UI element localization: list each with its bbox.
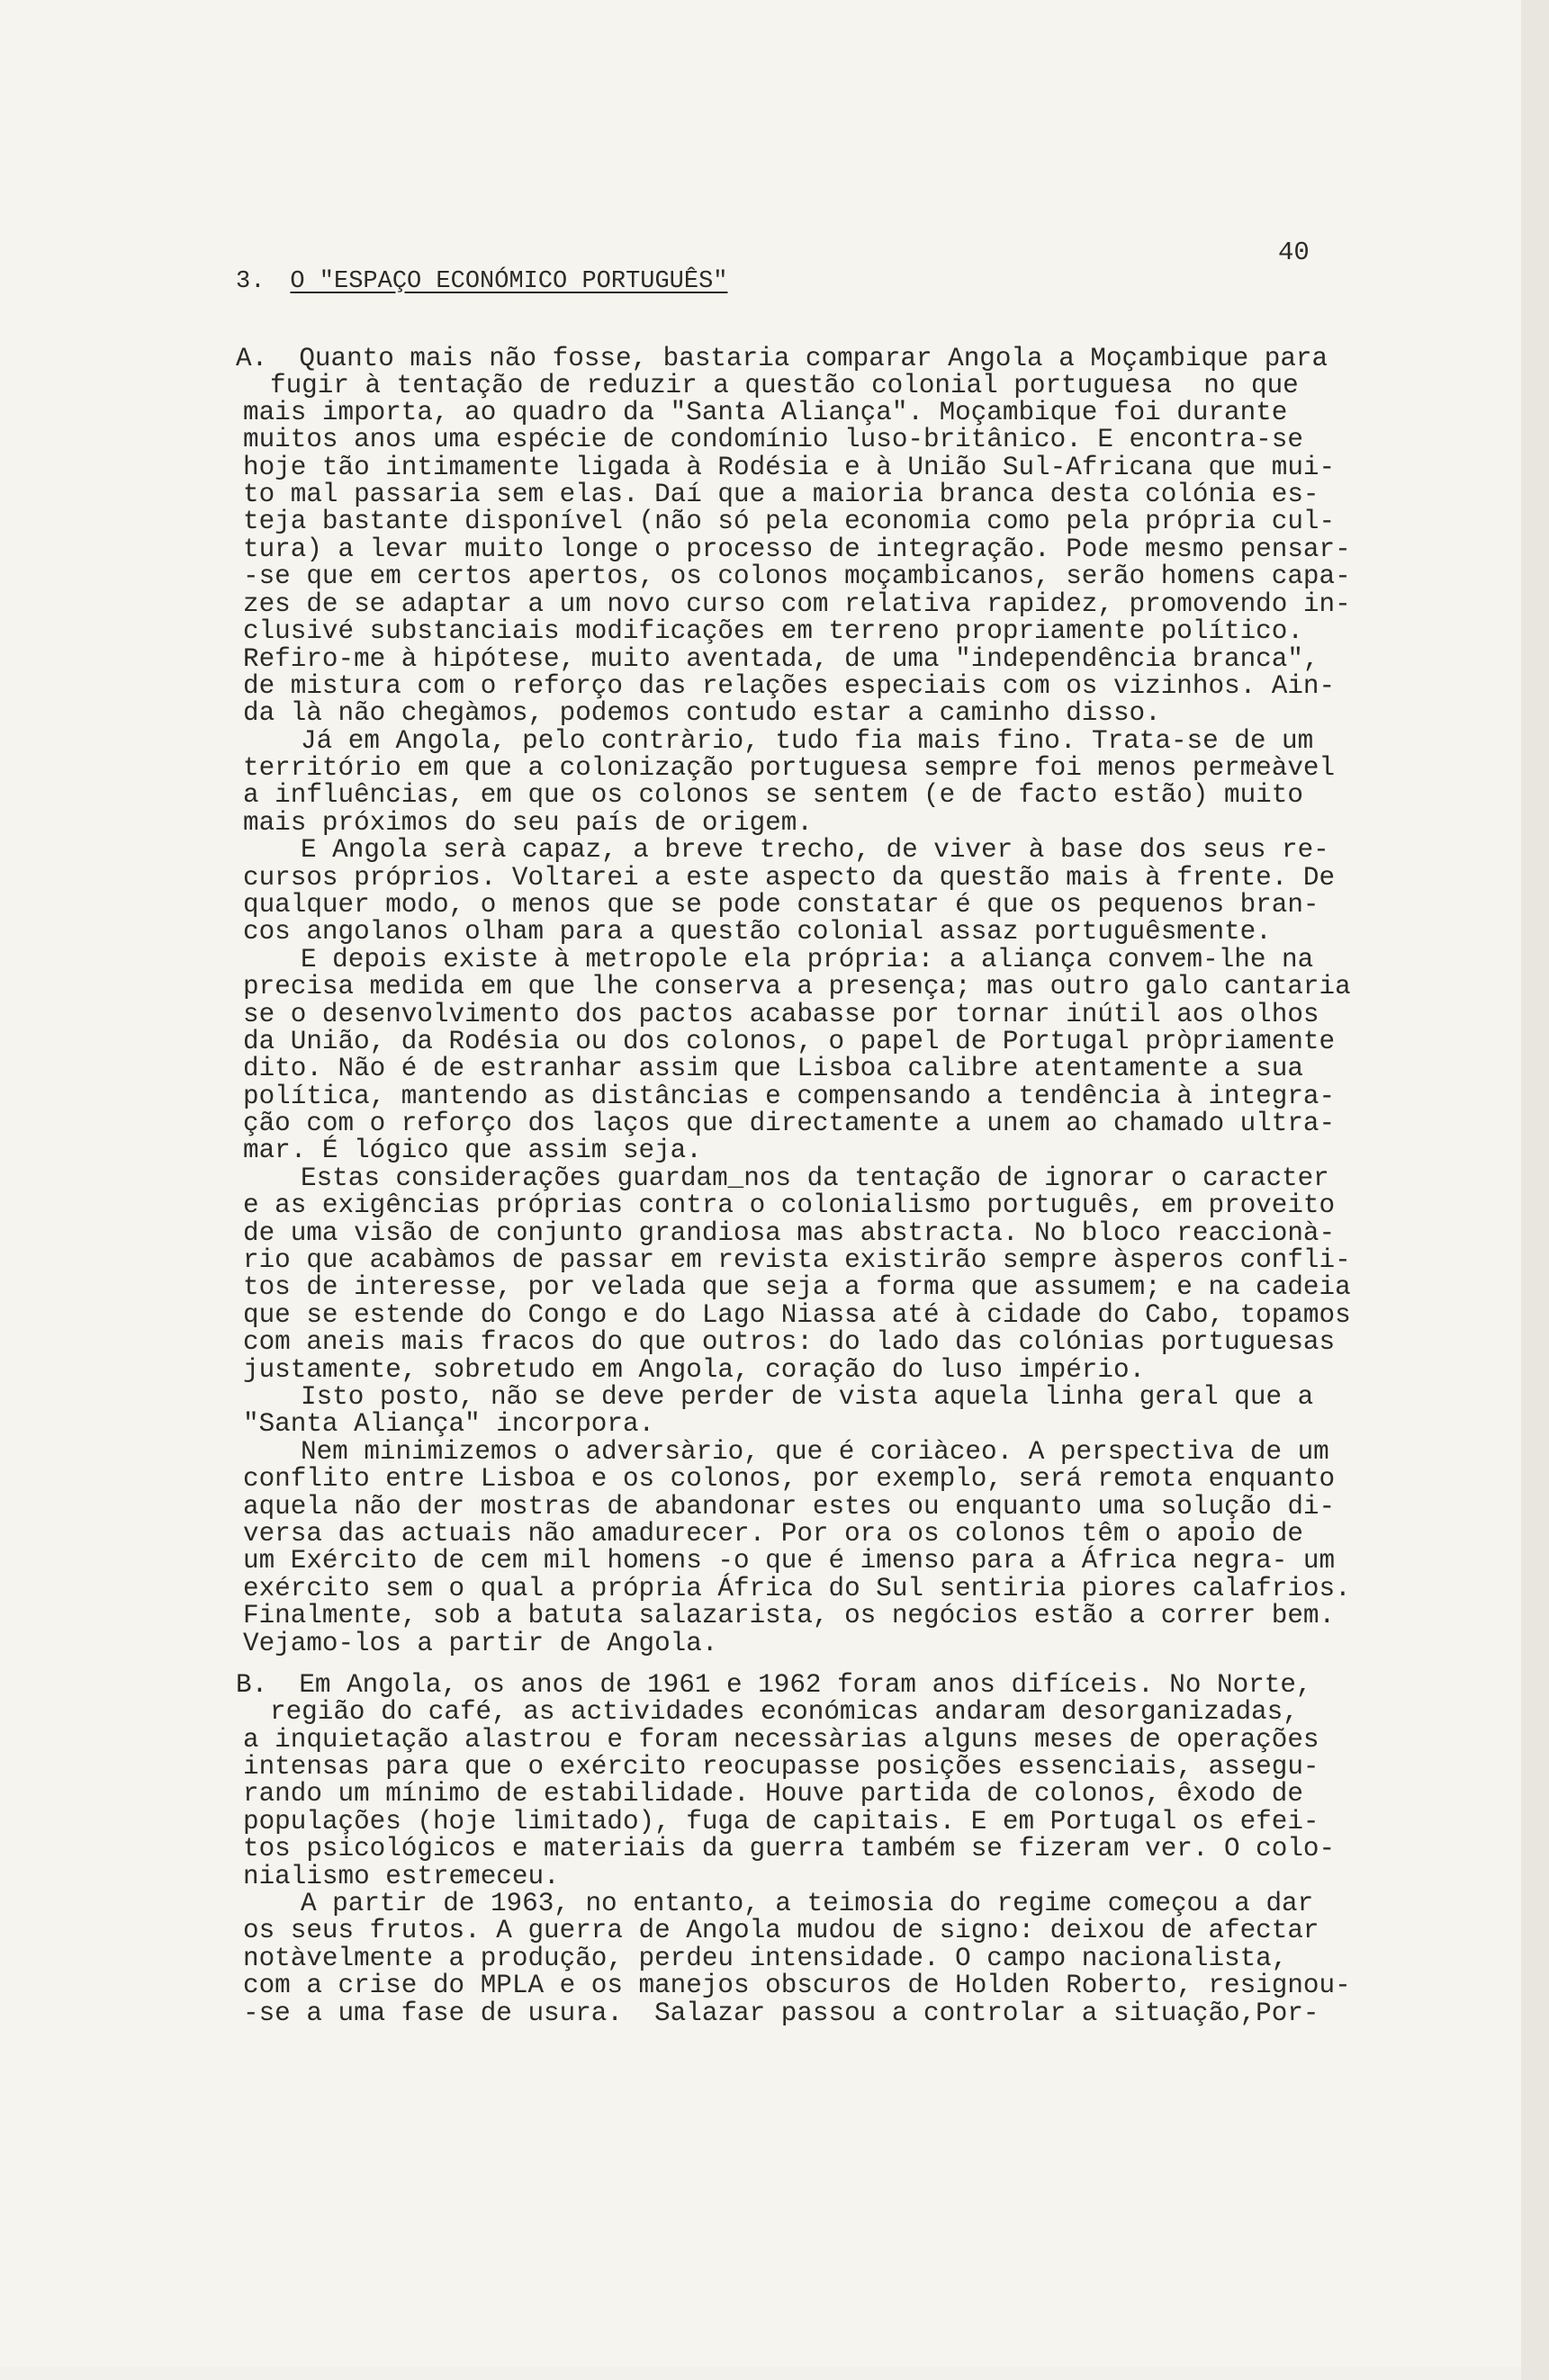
text-line: da União, da Rodésia ou dos colonos, o papel de Portugal pròpriamente (243, 1027, 1336, 1056)
text-line: Vejamo-los a partir de Angola. (243, 1629, 718, 1658)
text-line: intensas para que o exército reocupasse posições essenciais, assegu- (243, 1752, 1319, 1782)
text-line: to mal passaria sem elas. Daí que a maioria branca desta colónia es- (243, 480, 1319, 509)
text-line: rio que acabàmos de passar em revista existirão sempre àsperos confli- (243, 1245, 1351, 1275)
text-line: B. Em Angola, os anos de 1961 e 1962 foram anos difíceis. No Norte, (236, 1670, 1312, 1700)
text-line: de uma visão de conjunto grandiosa mas abstracta. No bloco reaccionà- (243, 1218, 1336, 1248)
text-line: Refiro-me à hipótese, muito aventada, de uma "independência branca", (243, 644, 1319, 674)
text-line: mais importa, ao quadro da "Santa Aliança". Moçambique foi durante (243, 398, 1288, 427)
text-line: e as exigências próprias contra o colonialismo português, em proveito (243, 1190, 1336, 1220)
text-line: E Angola serà capaz, a breve trecho, de viver à base dos seus re- (301, 835, 1329, 865)
text-line: ção com o reforço dos laços que directamente a unem ao chamado ultra- (243, 1109, 1336, 1138)
text-line: nialismo estremeceu. (243, 1862, 560, 1891)
text-line: a inquietação alastrou e foram necessàrias alguns meses de operações (243, 1725, 1319, 1755)
text-line: um Exército de cem mil homens -o que é imenso para a África negra- um (243, 1546, 1336, 1576)
text-line: A. Quanto mais não fosse, bastaria comparar Angola a Moçambique para (236, 344, 1328, 373)
text-line: -se a uma fase de usura. Salazar passou a controlar a situação,Por- (243, 1998, 1319, 2028)
text-line: com aneis mais fracos do que outros: do lado das colónias portuguesas (243, 1327, 1336, 1357)
text-line: versa das actuais não amadurecer. Por ora os colonos têm o apoio de (243, 1519, 1303, 1549)
text-line: da là não chegàmos, podemos contudo estar a caminho disso. (243, 698, 1161, 728)
text-line: cursos próprios. Voltarei a este aspecto da questão mais à frente. De (243, 863, 1336, 893)
text-line: Estas considerações guardam_nos da tentação de ignorar o caracter (301, 1163, 1329, 1193)
text-line: com a crise do MPLA e os manejos obscuros de Holden Roberto, resignou- (243, 1971, 1351, 2000)
text-line: populações (hoje limitado), fuga de capitais. E em Portugal os efei- (243, 1807, 1319, 1837)
text-line: tos de interesse, por velada que seja a forma que assumem; e na cadeia (243, 1272, 1351, 1302)
text-line: -se que em certos apertos, os colonos moçambicanos, serão homens capa- (243, 561, 1351, 591)
text-line: dito. Não é de estranhar assim que Lisboa calibre atentamente a sua (243, 1054, 1303, 1083)
section-title: O "ESPAÇO ECONÓMICO PORTUGUÊS" (290, 268, 728, 295)
text-line: a influências, em que os colonos se sentem (e de facto estão) muito (243, 780, 1303, 810)
text-line: fugir à tentação de reduzir a questão colonial portuguesa no que (270, 371, 1299, 400)
page-number: 40 (1278, 238, 1310, 267)
text-line: mais próximos do seu país de origem. (243, 808, 813, 838)
text-line: se o desenvolvimento dos pactos acabasse por tornar inútil aos olhos (243, 1000, 1319, 1029)
text-line: precisa medida em que lhe conserva a presença; mas outro galo cantaria (243, 972, 1351, 1001)
text-line: os seus frutos. A guerra de Angola mudou de signo: deixou de afectar (243, 1916, 1319, 1945)
text-line: tos psicológicos e materiais da guerra também se fizeram ver. O colo- (243, 1834, 1336, 1864)
section-number: 3. (236, 268, 266, 295)
text-line: tura) a levar muito longe o processo de integração. Pode mesmo pensar- (243, 534, 1351, 564)
text-line: de mistura com o reforço das relações especiais com os vizinhos. Ain- (243, 671, 1336, 701)
text-line: cos angolanos olham para a questão colonial assaz portuguêsmente. (243, 917, 1272, 947)
section-heading (236, 268, 728, 295)
text-line: que se estende do Congo e do Lago Niassa até à cidade do Cabo, topamos (243, 1300, 1351, 1330)
text-line: rando um mínimo de estabilidade. Houve partida de colonos, êxodo de (243, 1779, 1303, 1809)
text-line: mar. É lógico que assim seja. (243, 1136, 702, 1165)
scan-edge (1521, 0, 1549, 2380)
text-line: região do café, as actividades económicas andaram desorganizadas, (270, 1697, 1299, 1727)
text-line: muitos anos uma espécie de condomínio luso-britânico. E encontra-se (243, 425, 1303, 454)
text-line: exército sem o qual a própria África do Sul sentiria piores calafrios. (243, 1574, 1351, 1603)
text-line: hoje tão intimamente ligada à Rodésia e à União Sul-Africana que mui- (243, 453, 1336, 482)
text-line: Nem minimizemos o adversàrio, que é coriàceo. A perspectiva de um (301, 1437, 1329, 1467)
text-line: Já em Angola, pelo contràrio, tudo fia mais fino. Trata-se de um (301, 726, 1314, 756)
text-line: clusivé substanciais modificações em terreno propriamente político. (243, 616, 1303, 646)
text-line: "Santa Aliança" incorpora. (243, 1409, 655, 1439)
text-line: justamente, sobretudo em Angola, coração do luso império. (243, 1355, 1146, 1385)
text-line: zes de se adaptar a um novo curso com relativa rapidez, promovendo in- (243, 589, 1351, 619)
text-line: Isto posto, não se deve perder de vista aquela linha geral que a (301, 1382, 1314, 1412)
text-line: aquela não der mostras de abandonar estes ou enquanto uma solução di- (243, 1492, 1336, 1522)
text-line: qualquer modo, o menos que se pode constatar é que os pequenos bran- (243, 890, 1319, 920)
text-line: território em que a colonização portuguesa sempre foi menos permeàvel (243, 753, 1336, 783)
text-line: teja bastante disponível (não só pela economia como pela própria cul- (243, 507, 1336, 536)
text-line: E depois existe à metropole ela própria: a aliança convem-lhe na (301, 945, 1314, 974)
text-line: política, mantendo as distâncias e compensando a tendência à integra- (243, 1082, 1336, 1111)
text-line: Finalmente, sob a batuta salazarista, os negócios estão a correr bem. (243, 1601, 1336, 1630)
text-line: conflito entre Lisboa e os colonos, por exemplo, será remota enquanto (243, 1464, 1336, 1494)
text-line: A partir de 1963, no entanto, a teimosia do regime começou a dar (301, 1889, 1314, 1918)
text-line: notàvelmente a produção, perdeu intensidade. O campo nacionalista, (243, 1944, 1288, 1973)
